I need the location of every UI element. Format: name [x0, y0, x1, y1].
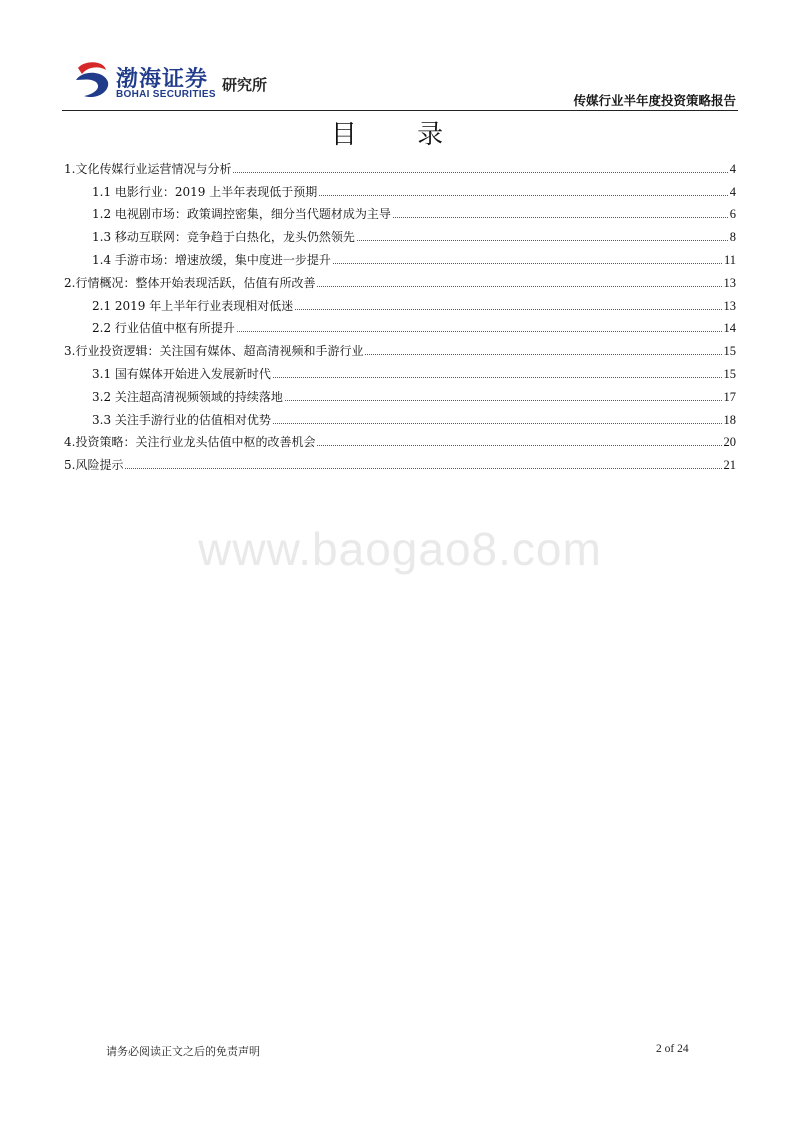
toc-entry-label: 5.风险提示	[64, 458, 124, 473]
toc-entry-page: 4	[729, 161, 736, 176]
toc-entry-label: 4.投资策略：关注行业龙头估值中枢的改善机会	[64, 435, 316, 450]
toc-entry[interactable]	[64, 427, 736, 450]
toc-entry-page: 4	[729, 184, 736, 199]
toc-entry[interactable]	[64, 358, 736, 381]
toc-entry[interactable]	[64, 199, 736, 222]
toc-entry[interactable]	[64, 313, 736, 336]
table-of-contents	[64, 153, 736, 472]
toc-entry-page: 13	[723, 298, 736, 313]
toc-entry-label: 3.2 关注超高清视频领域的持续落地	[92, 389, 283, 404]
toc-entry-page: 6	[729, 207, 736, 222]
toc-entry-page: 14	[723, 321, 736, 336]
toc-entry-label: 1.2 电视剧市场：政策调控密集，细分当代题材成为主导	[92, 207, 391, 222]
footer-page-number: 2 of 24	[656, 1043, 689, 1055]
toc-entry[interactable]	[64, 176, 736, 199]
toc-title: 目 录	[330, 120, 470, 150]
toc-entry-label: 1.4 手游市场：增速放缓，集中度进一步提升	[92, 252, 331, 267]
toc-entry-page: 15	[723, 366, 736, 381]
toc-leader-dots	[125, 468, 721, 469]
toc-leader-dots	[365, 354, 721, 355]
toc-leader-dots	[333, 263, 722, 264]
bohai-logo-icon	[74, 60, 110, 100]
toc-entry[interactable]	[64, 381, 736, 404]
toc-leader-dots	[319, 195, 727, 196]
footer-disclaimer: 请务必阅读正文之后的免责声明	[106, 1045, 260, 1058]
toc-leader-dots	[393, 217, 728, 218]
toc-entry-label: 2.行情概况：整体开始表现活跃，估值有所改善	[64, 275, 316, 290]
toc-entry-label: 3.3 关注手游行业的估值相对优势	[92, 412, 271, 427]
watermark: www.baogao8.com	[198, 523, 602, 575]
toc-entry[interactable]	[64, 290, 736, 313]
toc-entry-label: 1.3 移动互联网：竞争趋于白热化，龙头仍然领先	[92, 230, 355, 245]
toc-entry-label: 1.1 电影行业：2019 上半年表现低于预期	[92, 184, 318, 199]
toc-leader-dots	[295, 309, 721, 310]
toc-entry-label: 2.1 2019 年上半年行业表现相对低迷	[92, 298, 294, 313]
toc-entry[interactable]	[64, 404, 736, 427]
report-title: 传媒行业半年度投资策略报告	[573, 93, 736, 108]
toc-leader-dots	[317, 286, 721, 287]
toc-leader-dots	[233, 172, 727, 173]
toc-entry-label: 2.2 行业估值中枢有所提升	[92, 321, 235, 336]
toc-entry[interactable]	[64, 221, 736, 244]
toc-entry-page: 18	[723, 412, 736, 427]
header-divider	[62, 110, 738, 111]
toc-leader-dots	[273, 377, 722, 378]
toc-entry-page: 11	[723, 252, 736, 267]
toc-entry-page: 17	[723, 389, 736, 404]
toc-entry[interactable]	[64, 153, 736, 176]
toc-entry[interactable]	[64, 267, 736, 290]
company-logo	[74, 60, 314, 104]
toc-entry-page: 15	[723, 344, 736, 359]
toc-entry-label: 3.行业投资逻辑：关注国有媒体、超高清视频和手游行业	[64, 344, 364, 359]
toc-leader-dots	[273, 423, 722, 424]
toc-entry-page: 20	[723, 435, 736, 450]
toc-entry[interactable]	[64, 449, 736, 472]
toc-leader-dots	[237, 331, 722, 332]
toc-entry-page: 21	[723, 458, 736, 473]
toc-entry-label: 3.1 国有媒体开始进入发展新时代	[92, 366, 271, 381]
logo-english-name: BOHAI SECURITIES	[116, 89, 216, 100]
logo-chinese-name: 渤海证券	[116, 67, 209, 92]
toc-entry-label: 1.文化传媒行业运营情况与分析	[64, 161, 232, 176]
toc-entry-page: 13	[723, 275, 736, 290]
toc-leader-dots	[285, 400, 722, 401]
toc-entry[interactable]	[64, 244, 736, 267]
institute-name: 研究所	[222, 76, 268, 94]
toc-entry-page: 8	[729, 230, 736, 245]
toc-entry[interactable]	[64, 335, 736, 358]
toc-leader-dots	[357, 240, 728, 241]
toc-leader-dots	[317, 445, 721, 446]
